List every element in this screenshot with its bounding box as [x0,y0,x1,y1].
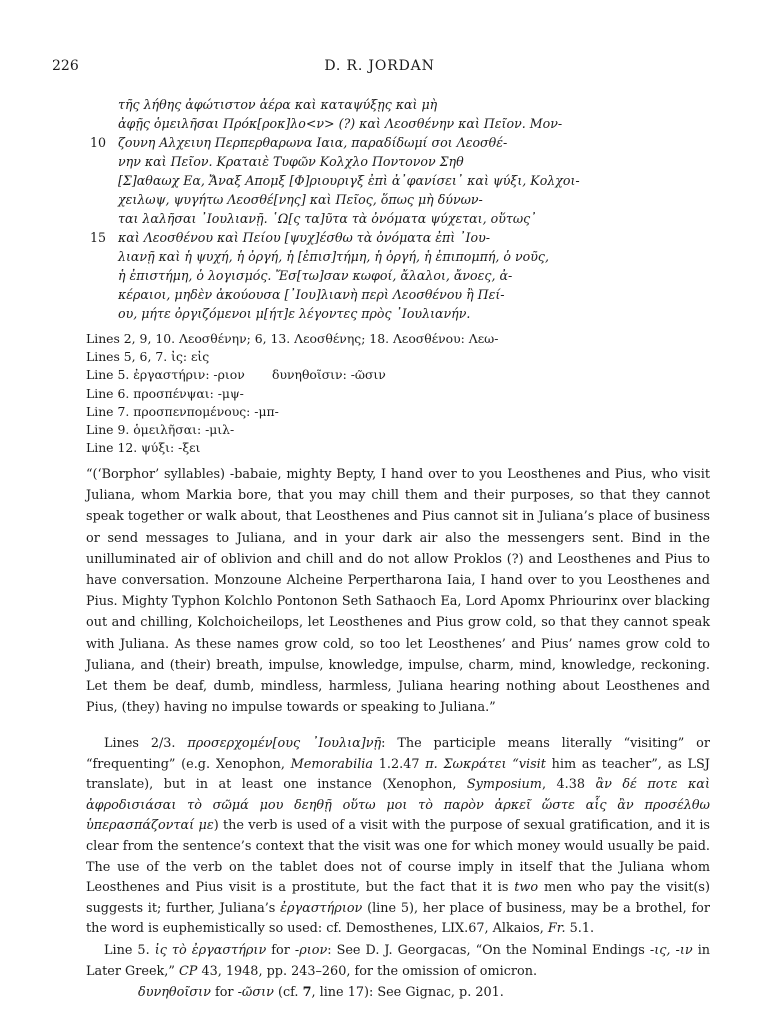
apparatus-line [86,330,706,348]
greek-line-text: ζουνη Αλχειυη Περπερθαρωνα Ιαια, παραδίδωμί σοι Λεοσθέ- [118,135,508,150]
apparatus-entry: Line 12. ψύξι: -ξει [86,440,201,456]
commentary [86,734,710,1005]
apparatus-line [86,366,706,384]
greek-line [118,266,728,285]
apparatus-entry: Line 9. ὁμειλῆσαι: -μιλ- [86,421,235,437]
apparatus-line [86,439,706,457]
greek-line [118,209,728,228]
apparatus-entry: Lines 2, 9, 10. Λεοσθένην; 6, 13. Λεοσθένης; 18. Λεοσθένου: Λεω- [86,331,499,346]
apparatus-line [86,403,706,421]
greek-line [118,190,728,209]
greek-line [118,95,728,114]
greek-line-text: ται λαλῆσαι ᾿Ιουλιανῇ. ῾Ω[ς τα]ῦτα τὰ ὀνόματα ψύχεται, οὕτως᾿ [118,211,537,226]
apparatus-line [86,385,706,403]
commentary-line-5: Line 5. ἰς τὸ ἐργαστήριν for -ριον: See D. J. Georgacas, “On the Nominal Endings -ις, -ιν in Later Greek,” CP 43, 1948, pp. 243–260, for the omission of omicron. [86,942,711,979]
commentary-lines-2-3: Lines 2/3. προσερχομέν[ους ᾿Ιουλια]νῇ: The participle means literally “visiting” or “frequenting” (e.g. Xenophon, Memorabilia 1.2.47 π. Σωκράτει “visit him as teacher”, as LSJ translate), but in at least one instance (Xenophon, Symposium, 4.38 ἂν δέ ποτε καὶ ἀφροδισιάσαι τὸ σῶμά μου δεηθῇ οὕτω μοι τὸ παρὸν ἀρκεῖ ὥστε αἷς ἂν προσέλθω ὑπερασπάζονταί με) the verb is used of a visit with the purpose of sexual gratification, and it is clear from the sentence’s context that the visit was one for which money would usually be paid. The use of the verb on the tablet does not of course imply in itself that the Juliana whom Leosthenes and Pius visit is a prostitute, but the fact that it is two men who pay the visit(s) suggests it; further, Juliana’s ἐργαστήριον (line 5), her place of business, may be a brothel, for the word is euphemistically so used: cf. Demosthenes, LIX.67, Alkaios, Fr. 5.1. [86,736,711,937]
greek-line-text: καὶ Λεοσθένου καὶ Πείου [ψυχ]έσθω τὰ ὀνόματα ἐπὶ ᾿Ιου- [118,230,490,245]
apparatus-entry: Lines 5, 6, 7. ἰς: εἰς [86,349,210,365]
greek-line-text: χειλωψ, ψυγήτω Λεοσθέ[νης] καὶ Πεῖος, ὅπως μὴ δύνων- [118,192,483,207]
greek-line-text: λιανῇ καὶ ἡ ψυχή, ἡ ὀργή, ἡ [ἐπισ]τήμη, ἡ ὀργή, ἡ ἐπιπομπή, ὁ νοῦς, [118,249,549,264]
apparatus-entry: Line 5. ἐργαστήριν: -ριον [86,367,245,383]
apparatus-line [86,421,706,439]
apparatus-line [86,348,706,366]
greek-line [118,304,728,323]
greek-line-text: νην καὶ Πεῖον. Κραταιὲ Τυφῶν Κολχλο Ποντονον Σηθ [118,154,464,169]
greek-line-text: ου, μήτε ὀργιζόμενοι μ[ήτ]ε λέγοντες πρὸς ᾿Ιουλιανήν. [118,306,471,321]
greek-line [89,133,728,152]
greek-line-text: [Σ]αθαωχ Εα, Ἄναξ Απομξ [Φ]ριουριγξ ἐπὶ ἀ᾿φανίσει᾿ καὶ ψύξι, Κολχοι- [118,173,580,188]
greek-line [118,285,728,304]
greek-line [89,228,728,247]
greek-line-text: τῆς λήθης ἀφώτιστον ἀέρα καὶ καταψύξῃς καὶ μὴ [118,97,438,112]
apparatus-entry-secondary: δυνηθοῖσιν: -ῶσιν [272,367,386,383]
page-number: 226 [52,58,79,74]
greek-line [118,171,728,190]
translation-text: “(‘Borphor’ syllables) -babaie, mighty Bepty, I hand over to you Leosthenes and Pius, who visit Juliana, whom Markia bore, that you may chill them and their purposes, so that they cannot speak together or walk about, that Leosthenes and Pius cannot sit in Juliana’s place of business or send messages to Juliana, and in your dark air also the messengers sent. Bind in the unilluminated air of oblivion and chill and do not allow Proklos (?) and Leosthenes and Pius to have conversation. Monzoune Alcheine Perpertharona Iaia, I hand over to you Leosthenes and Pius. Mighty Typhon Kolchlo Pontonon Seth Sathaoch Ea, Lord Apomx Phriourinx over blacking out and chilling, Kolchoicheilops, let Leosthenes and Pius grow cold, so that they cannot speak with Juliana. As these names grow cold, so too let Leosthenes’ and Pius’ names grow cold to Juliana, and (their) breath, impulse, knowledge, impulse, charm, mind, knowledge, reckoning. Let them be deaf, dumb, mindless, harmless, Juliana hearing nothing about Leosthenes and Pius, (they) having no impulse towards or speaking to Juliana.” [86,467,710,716]
commentary-line-5-cont: δυνηθοῖσιν for -ῶσιν (cf. 7, line 17): See Gignac, p. 201. [138,985,504,1001]
apparatus-entry: Line 6. προσπένψαι: -μψ- [86,385,244,401]
running-header: D. R. JORDAN [324,58,435,74]
greek-text-block [89,95,728,323]
greek-line-text: ἡ ἐπιστήμη, ὁ λογισμός. Ἔσ[τω]σαν κωφοί, ἄλαλοι, ἄνοες, ἀ- [118,268,513,283]
greek-line-text: ἀφῇς ὁμειλῆσαι Πρόκ[ροκ]λο<ν> (?) καὶ Λεοσθένην καὶ Πεῖον. Μον- [118,116,563,131]
line-number: 10 [89,135,106,150]
translation [86,464,710,718]
apparatus-entry: Line 7. προσπενπομένους: -μπ- [86,403,279,419]
greek-line [118,152,728,171]
apparatus-criticus [86,330,706,457]
greek-line [118,247,728,266]
greek-line-text: κέραιοι, μηδὲν ἀκούουσα [᾿Ιου]λιανὴ περὶ Λεοσθένου ἢ Πεί- [118,287,505,302]
greek-line [118,114,728,133]
line-number: 15 [89,230,106,245]
